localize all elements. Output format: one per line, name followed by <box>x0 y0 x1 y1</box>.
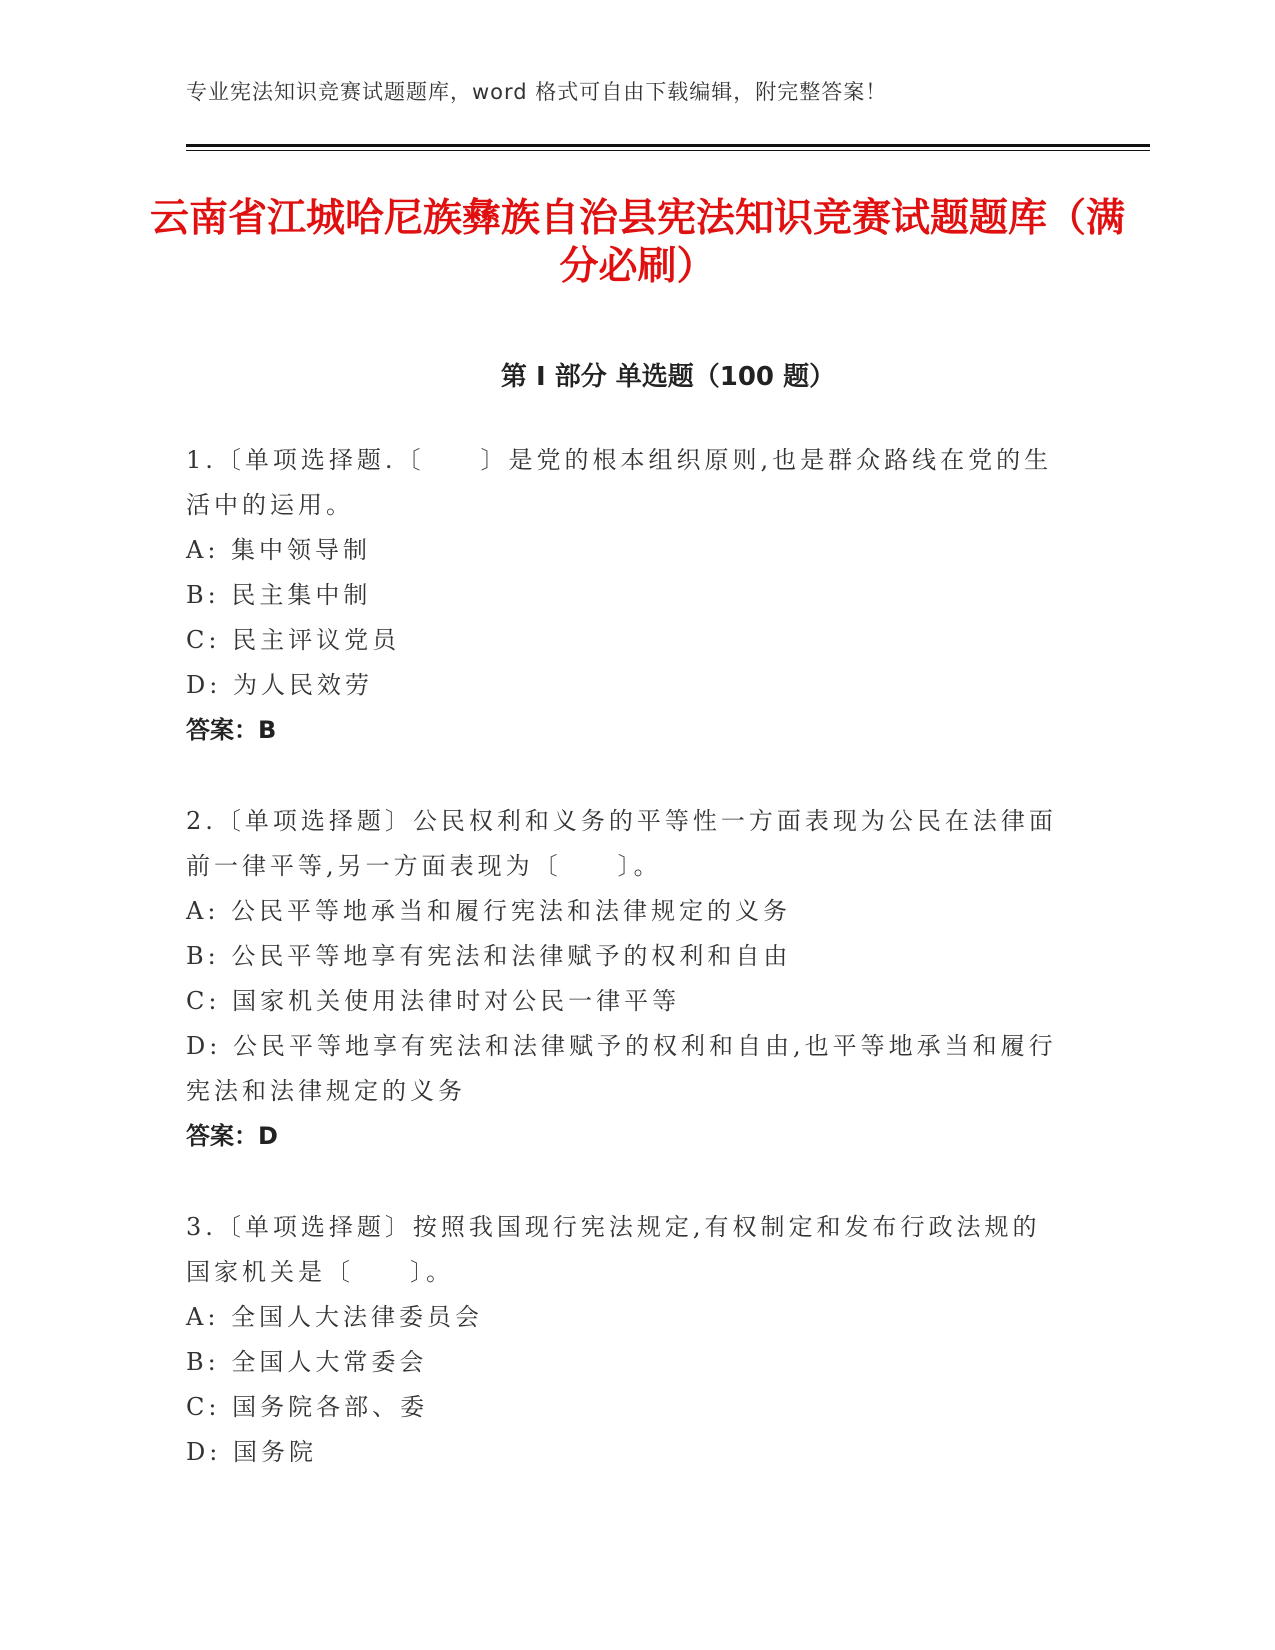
header-rule-thick <box>186 144 1150 147</box>
option-d: D: 国务院 <box>186 1438 317 1466</box>
answer: 答案：D <box>186 1122 278 1150</box>
document-title: 云南省江城哈尼族彝族自治县宪法知识竞赛试题题库（满分必刷） <box>150 196 1126 289</box>
option-a: A: 全国人大法律委员会 <box>186 1303 484 1331</box>
question-stem: 2.〔单项选择题〕公民权利和义务的平等性一方面表现为公民在法律面前一律平等,另一方面表现为〔 〕。 <box>186 807 1057 880</box>
header-note: 专业宪法知识竞赛试题题库，word 格式可自由下载编辑，附完整答案！ <box>186 80 888 104</box>
option-b: B: 民主集中制 <box>186 581 372 609</box>
question-list <box>186 438 1066 1521</box>
question-1 <box>186 438 1066 753</box>
option-c: C: 民主评议党员 <box>186 626 401 654</box>
question-stem: 3.〔单项选择题〕按照我国现行宪法规定,有权制定和发布行政法规的国家机关是〔 〕。 <box>186 1213 1041 1286</box>
option-a: A: 集中领导制 <box>186 536 372 564</box>
answer: 答案：B <box>186 716 277 744</box>
option-c: C: 国家机关使用法律时对公民一律平等 <box>186 987 681 1015</box>
option-d: D: 公民平等地享有宪法和法律赋予的权利和自由,也平等地承当和履行宪法和法律规定的义务 <box>186 1032 1057 1105</box>
question-stem: 1.〔单项选择题.〔 〕是党的根本组织原则,也是群众路线在党的生活中的运用。 <box>186 446 1053 519</box>
header-rule-thin <box>186 150 1150 151</box>
question-2 <box>186 799 1066 1159</box>
option-a: A: 公民平等地承当和履行宪法和法律规定的义务 <box>186 897 792 925</box>
section-heading: 第 I 部分 单选题（100 题） <box>500 362 836 392</box>
option-b: B: 全国人大常委会 <box>186 1348 428 1376</box>
option-b: B: 公民平等地享有宪法和法律赋予的权利和自由 <box>186 942 792 970</box>
option-c: C: 国务院各部、委 <box>186 1393 429 1421</box>
option-d: D: 为人民效劳 <box>186 671 373 699</box>
question-3 <box>186 1205 1066 1475</box>
